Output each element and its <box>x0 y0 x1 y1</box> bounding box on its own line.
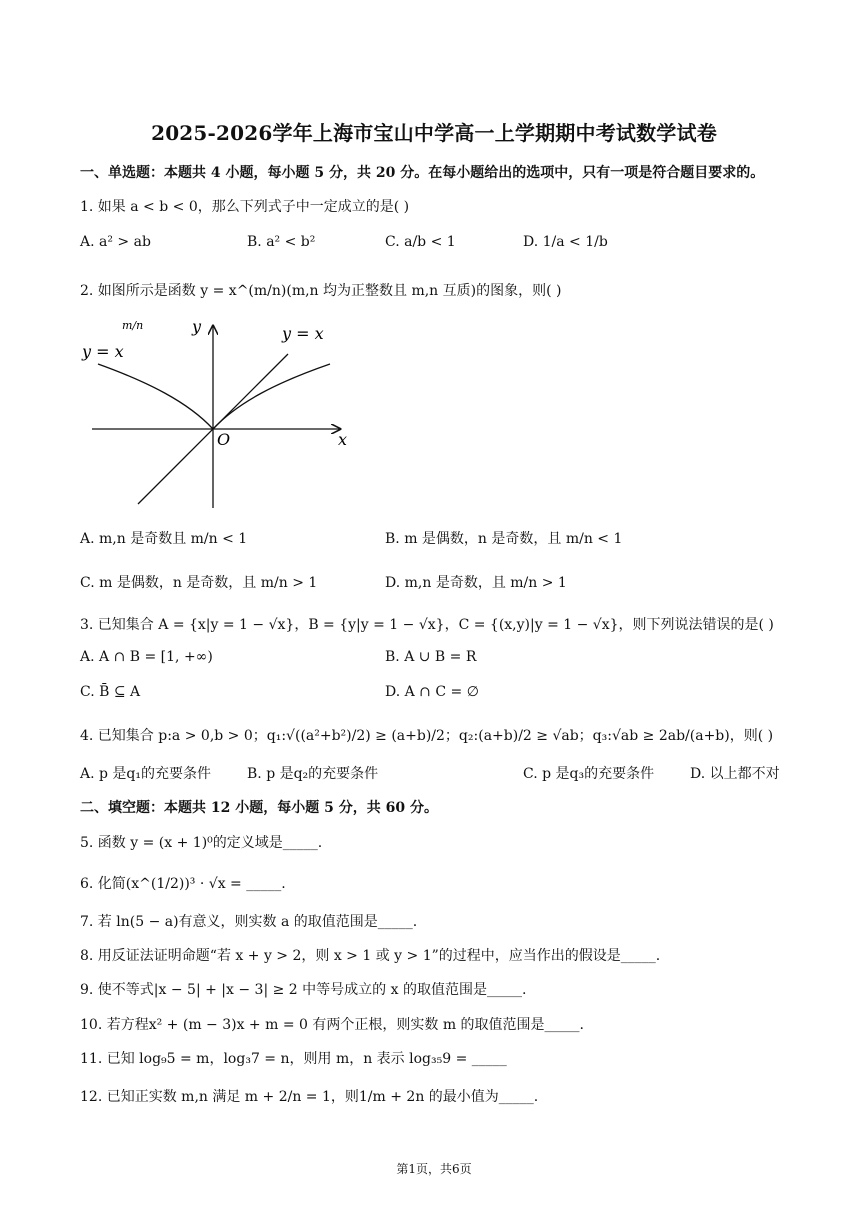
curve-label: y = x <box>82 342 124 361</box>
question-1-option-a: A. a² > ab <box>80 234 151 250</box>
question-10: 10. 若方程x² + (m − 3)x + m = 0 有两个正根，则实数 m 的取值范围是_____. <box>80 1017 585 1033</box>
question-12: 12. 已知正实数 m,n 满足 m + 2/n = 1，则1/m + 2n 的最小值为_____. <box>80 1089 539 1105</box>
question-1-option-d: D. 1/a < 1/b <box>523 234 608 250</box>
question-1-stem: 1. 如果 a < b < 0，那么下列式子中一定成立的是( ) <box>80 199 410 215</box>
curve-exponent-label: m/n <box>122 319 144 332</box>
question-4-stem: 4. 已知集合 p:a > 0,b > 0；q₁:√((a²+b²)/2) ≥ (a+b)/2；q₂:(a+b)/2 ≥ √ab；q₃:√ab ≥ 2ab/(a+b)，则( ) <box>80 728 774 744</box>
question-6: 6. 化简(x^(1/2))³ · √x = _____. <box>80 876 286 892</box>
question-4-option-d: D. 以上都不对 <box>690 766 780 782</box>
x-axis-label: x <box>338 430 348 449</box>
section-heading-fill-in: 二、填空题：本题共 12 小题，每小题 5 分，共 60 分。 <box>80 800 438 816</box>
question-2-option-d: D. m,n 是奇数，且 m/n > 1 <box>385 575 567 591</box>
question-3-stem: 3. 已知集合 A = {x|y = 1 − √x}，B = {y|y = 1 − √x}，C = {(x,y)|y = 1 − √x}，则下列说法错误的是( ) <box>80 617 774 633</box>
question-8: 8. 用反证法证明命题“若 x + y > 2，则 x > 1 或 y > 1”的过程中，应当作出的假设是_____. <box>80 948 661 964</box>
question-5: 5. 函数 y = (x + 1)⁰的定义域是_____. <box>80 835 323 851</box>
origin-label: O <box>217 430 231 449</box>
power-function-graph <box>78 312 368 512</box>
question-9: 9. 使不等式|x − 5| + |x − 3| ≥ 2 中等号成立的 x 的取值范围是_____. <box>80 982 527 998</box>
question-3-option-a: A. A ∩ B = [1, +∞) <box>80 649 213 665</box>
curve-power-function <box>98 364 330 429</box>
y-axis-label: y <box>192 317 202 336</box>
question-11: 11. 已知 log₉5 = m，log₃7 = n，则用 m，n 表示 log₃₅9 = _____ <box>80 1051 507 1067</box>
line-label: y = x <box>282 324 324 343</box>
question-1-option-c: C. a/b < 1 <box>385 234 456 250</box>
question-4-option-c: C. p 是q₃的充要条件 <box>523 766 655 782</box>
question-3-option-d: D. A ∩ C = ∅ <box>385 684 479 700</box>
question-3-option-c: C. B̄ ⊆ A <box>80 684 141 700</box>
question-4-option-b: B. p 是q₂的充要条件 <box>247 766 379 782</box>
question-2-stem: 2. 如图所示是函数 y = x^(m/n)(m,n 均为正整数且 m,n 互质)的图象，则( ) <box>80 283 562 299</box>
question-2-option-c: C. m 是偶数，n 是奇数，且 m/n > 1 <box>80 575 318 591</box>
question-2-option-b: B. m 是偶数，n 是奇数，且 m/n < 1 <box>385 531 623 547</box>
question-4-option-a: A. p 是q₁的充要条件 <box>80 766 211 782</box>
page-title: 2025-2026学年上海市宝山中学高一上学期期中考试数学试卷 <box>151 121 717 145</box>
question-2-option-a: A. m,n 是奇数且 m/n < 1 <box>80 531 248 547</box>
question-3-option-b: B. A ∪ B = R <box>385 649 477 665</box>
section-heading-single-choice: 一、单选题：本题共 4 小题，每小题 5 分，共 20 分。在每小题给出的选项中，只有一项是符合题目要求的。 <box>80 165 765 181</box>
question-1-option-b: B. a² < b² <box>247 234 316 250</box>
page-footer: 第1页，共6页 <box>396 1162 472 1176</box>
question-7: 7. 若 ln(5 − a)有意义，则实数 a 的取值范围是_____. <box>80 914 418 930</box>
